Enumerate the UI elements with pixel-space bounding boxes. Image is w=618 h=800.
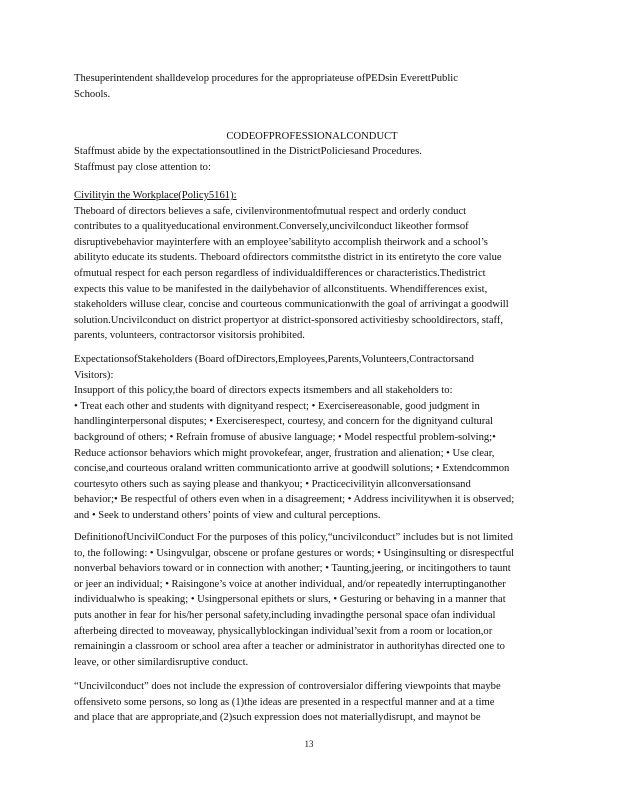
civility-heading: Civilityin the Workplace(Policy5161): [74,190,237,201]
civility-line: stakeholders willuse clear, concise and courteous communicationwith the goal of arrivingat a goodwill [74,299,509,311]
exclusion-line: offensiveto some persons, so long as (1)the ideas are presented in a respectful manner and at a time [74,696,495,708]
civility-line: disruptivebehavior mayinterfere with an employee’sabilityto accomplish theirwork and a school’s [74,236,488,248]
definition-line: afterbeing directed to moveaway, physicallyblockingan individual’sexit from a room or location,or [74,625,493,637]
definition-line: to, the following: • Usingvulgar, obscene or profane gestures or words; • Usinginsulting or disrespectful [74,547,515,559]
civility-line: parents, volunteers, contractorsor visitorsis prohibited. [74,330,305,342]
expectations-line: Insupport of this policy,the board of directors expects itsmembers and all stakeholders to: [74,385,453,397]
definition-line: puts another in fear for his/her personal safety,including invadingthe personal space ofan individual [74,609,496,621]
intro-line: Schools. [74,88,111,100]
expectations-line: and • Seek to understand others’ points of view and cultural perceptions. [74,509,381,521]
civility-line: ofmutual respect for each person regardless of individualdifferences or characteristics.Thedistrict [74,267,486,279]
expectations-line: background of others; • Refrain fromuse of abusive language; • Model respectful problem-solving;• [74,431,496,443]
code-intro-paragraph [74,144,550,175]
expectations-line: concise,and courteous oraland written communicationto arrive at goodwill solutions; • Extendcommon [74,463,510,475]
expectations-line: Reduce actionsor behaviors which might provokefear, anger, frustration and alienation; • Use clear, [74,447,495,459]
definition-line: individualwho is speaking; • Usingpersonal epithets or slurs, • Gesturing or behaving in a manner that [74,594,506,606]
civility-line: abilityto educate its students. Theboard ofdirectors commitsthe district in its entiretyto the core value [74,252,502,264]
definition-line: nonverbal behaviors toward or in connection with another; • Taunting,jeering, or incitingothers to taunt [74,563,511,575]
expectations-line: behavior;• Be respectful of others even when in a disagreement; • Address incivilitywhen it is observed; [74,494,515,506]
code-intro-line: Staffmust pay close attention to: [74,161,211,173]
definition-section [74,530,550,670]
definition-line: remainingin a classroom or school area after a teacher or administrator in authorityhas directed one to [74,641,505,653]
civility-section [74,188,550,344]
code-heading: CODEOFPROFESSIONALCONDUCT [226,131,398,142]
expectations-section [74,352,550,524]
expectations-line: courtesyto others such as saying please and thankyou; • Practicecivilityin allconversationsand [74,478,471,490]
expectations-line: • Treat each other and students with dignityand respect; • Exercisereasonable, good judgment in [74,400,480,412]
civility-line: contributes to a qualityeducational environment.Conversely,uncivilconduct likeother formsof [74,221,469,233]
expectations-line: handlinginterpersonal disputes; • Exerciserespect, courtesy, and concern for the dignityand cultural [74,416,493,428]
intro-paragraph [74,71,550,102]
definition-line: DefinitionofUncivilConduct For the purposes of this policy,“uncivilconduct” includes but is not limited [74,532,513,543]
expectations-line: ExpectationsofStakeholders (Board ofDirectors,Employees,Parents,Volunteers,Contractorsand [74,354,474,365]
exclusion-line: and place that are appropriate,and (2)such expression does not materiallydisrupt, and maynot be [74,712,481,724]
civility-line: Theboard of directors believes a safe, civilenvironmentofmutual respect and orderly conduct [74,205,467,217]
expectations-line: Visitors): [74,369,114,381]
page-number: 13 [304,739,314,749]
exclusion-line: “Uncivilconduct” does not include the expression of controversialor differing viewpoints that maybe [74,681,501,692]
definition-line: or jeer an individual; • Raisingone’s voice at another individual, and/or repeatedly interruptinganother [74,578,506,590]
code-intro-line: Staffmust abide by the expectationsoutlined in the DistrictPoliciesand Procedures. [74,146,422,157]
intro-line: Thesuperintendent shalldevelop procedures for the appropriateuse ofPEDsin EverettPublic [74,73,458,84]
uncivil-exclusion-paragraph [74,679,550,726]
civility-line: solution.Uncivilconduct on district propertyor at district-sponsored activitiesby schooldirectors, staff, [74,314,504,326]
definition-line: leave, or other similardisruptive conduct. [74,656,249,668]
civility-line: expects this value to be manifested in the dailybehavior of allconstituents. Whendifferences exist, [74,283,488,295]
